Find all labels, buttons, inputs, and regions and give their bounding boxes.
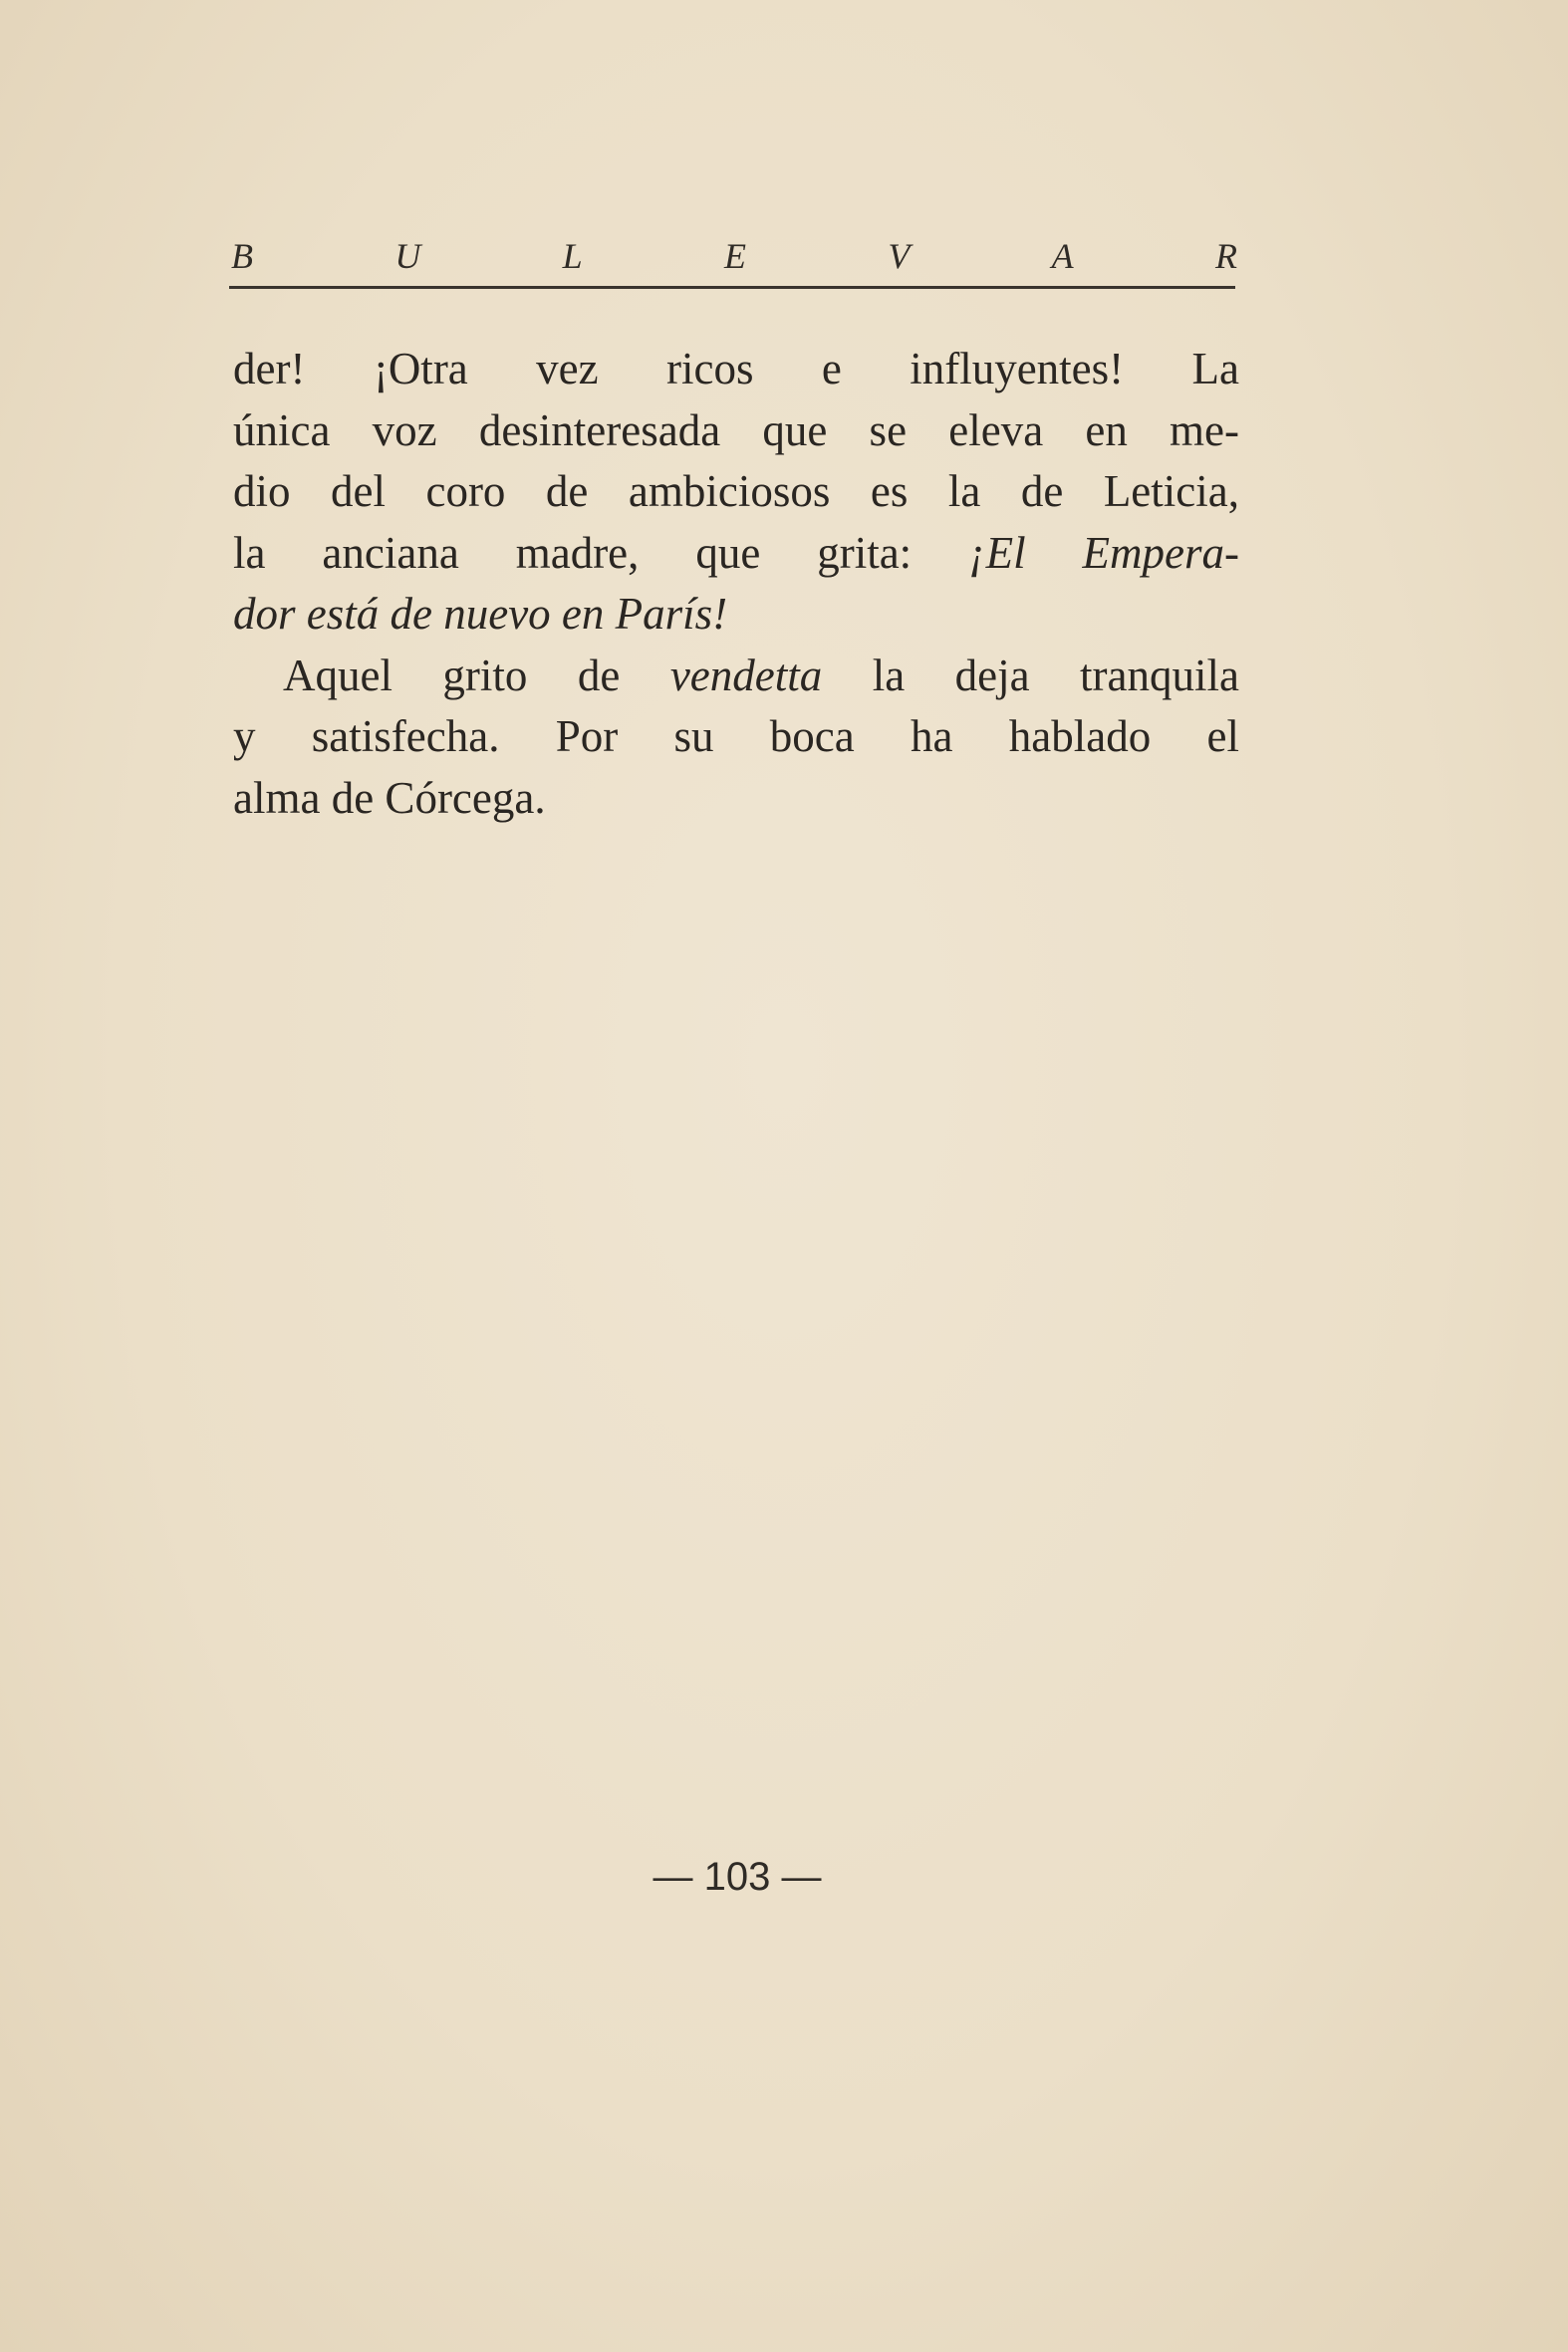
text-line: dio del coro de ambiciosos es la de Leticia, [233,466,1239,516]
italic-quote: ¡El Empera- [968,527,1239,578]
text-line [233,646,1239,707]
running-head [231,227,1237,277]
page-number: — 103 — [653,1855,822,1899]
body-text [233,339,1239,829]
text-line: única voz desinteresada que se eleva en me- [233,404,1239,455]
running-head-letter: B [231,236,253,276]
text-segment: la deja tranquila [822,650,1239,700]
running-head-letter: V [888,236,911,276]
text-line: y satisfecha. Por su boca ha hablado el [233,711,1239,761]
running-head-letter: R [1215,236,1237,276]
running-head-letter: A [1051,236,1074,276]
text-line [233,523,1239,585]
text-segment: Aquel grito de [283,650,670,700]
text-segment: la anciana madre, que grita: [233,527,969,578]
text-line [233,584,1239,646]
text-line: der! ¡Otra vez ricos e influyentes! La [233,344,1239,393]
running-head-letter: U [394,236,421,276]
italic-quote: dor está de nuevo en París! [233,589,728,639]
running-head-letter: E [724,236,747,276]
text-line: alma de Córcega. [233,772,546,823]
running-head-letter: L [562,236,583,276]
header-rule [229,286,1235,289]
italic-word: vendetta [669,650,823,700]
paragraph [233,339,1239,646]
paragraph [233,646,1239,830]
